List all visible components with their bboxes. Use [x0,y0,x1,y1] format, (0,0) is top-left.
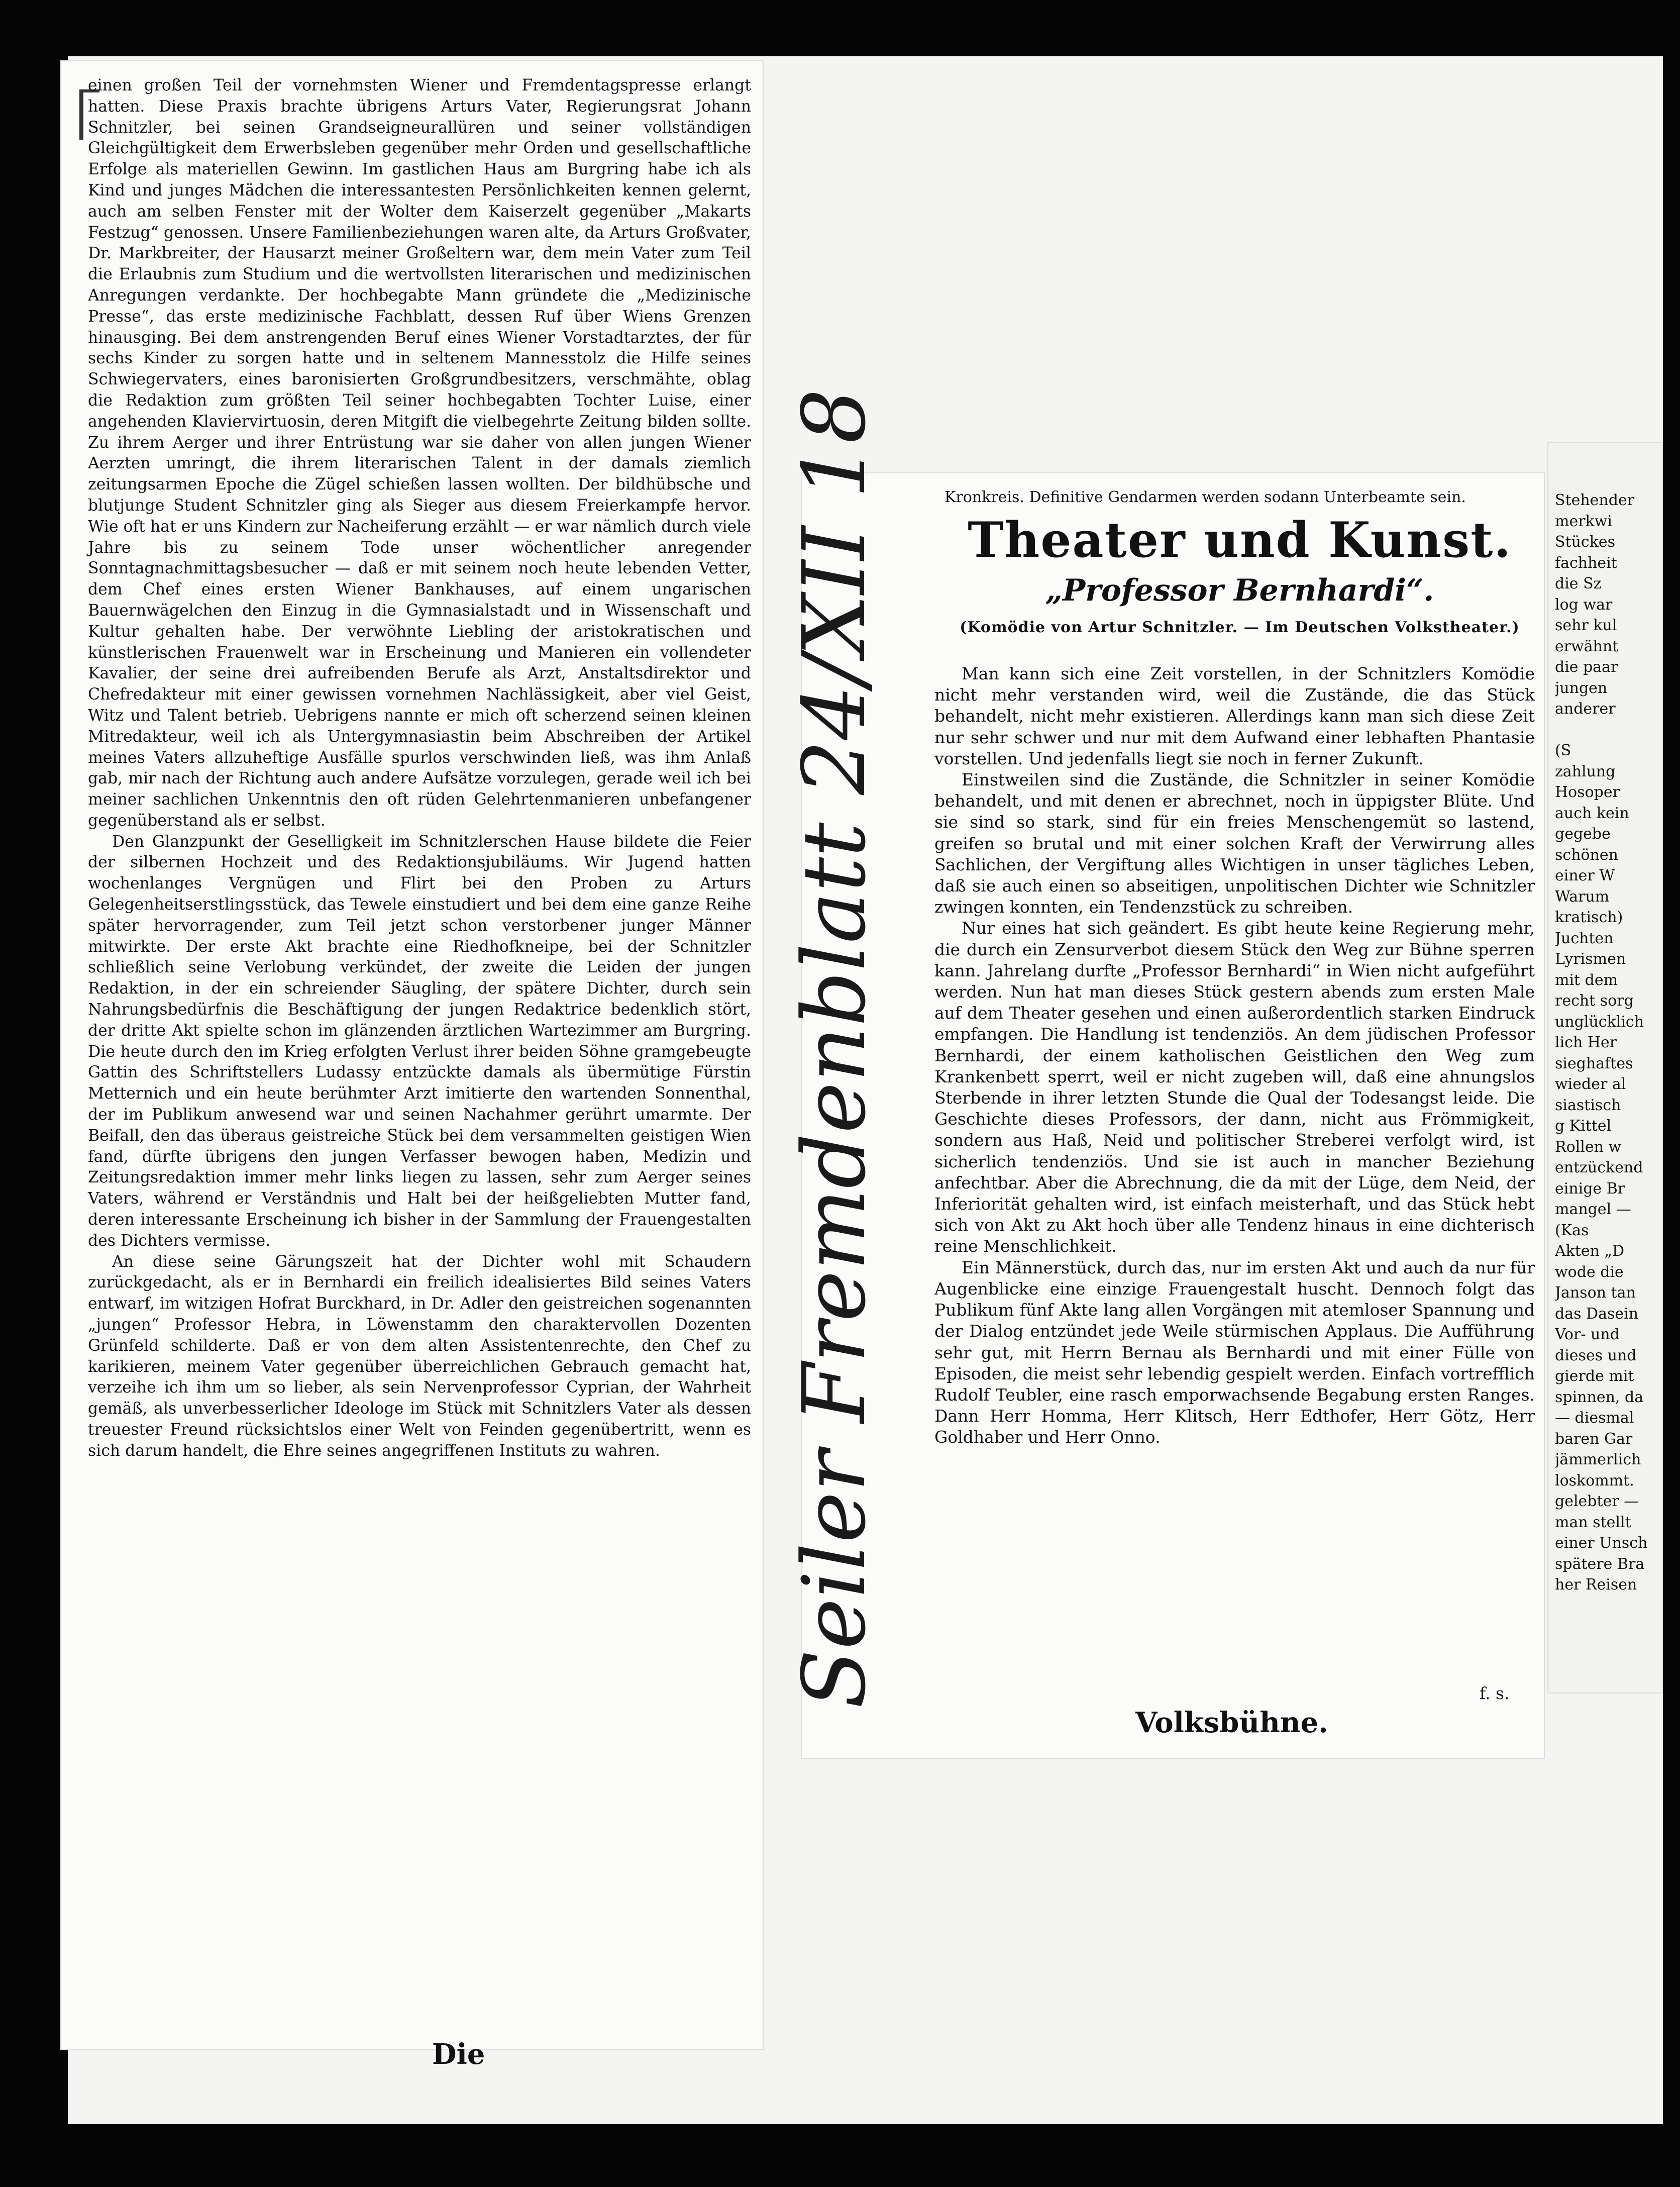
edge-fragment-line: recht sorg [1555,992,1634,1010]
edge-fragment-line: gegebe [1555,825,1611,843]
edge-fragment-line: das Dasein [1555,1305,1639,1323]
edge-fragment-line: spinnen, da [1555,1388,1644,1406]
edge-fragment-line: loskommt. [1555,1471,1634,1489]
right-article-body [934,663,1535,1448]
next-section-heading: Volksbühne. [1135,1706,1328,1739]
edge-fragment-line: man stellt [1555,1513,1631,1531]
edge-fragment-line: Stehender [1555,491,1635,509]
edge-fragment-line: entzückend [1555,1159,1643,1176]
edge-fragment-line: — diesmal [1555,1409,1634,1427]
edge-fragment-line: Janson tan [1555,1284,1636,1302]
edge-fragment-line: log war [1555,595,1613,614]
edge-fragment-line: siastisch [1555,1096,1621,1114]
edge-fragment-line: Juchten [1555,929,1614,947]
edge-fragment-line: spätere Bra [1555,1555,1645,1573]
right-paragraph: Nur eines hat sich geändert. Es gibt heute keine Regierung mehr, die durch ein Zensurverbot diesem Stück den Weg zur Bühne sperren kann. Jahrelang durfte „Professor Bernhardi“ in Wien nicht aufgeführt werden. Nun hat man dieses Stück gestern abends zum ersten Male auf dem Theater gesehen und einen außerordentlich starken Eindruck empfangen. Die Handlung ist tendenziös. An dem jüdischen Professor Bernhardi, der einem katholischen Geistlichen den Weg zum Krankenbett sperrt, weil er nicht zugeben will, daß eine ahnungslos Sterbende in ihrer letzten Stunde die Qual der Todesangst leide. Die Geschichte dieses Professors, der dann, nicht aus Frömmigkeit, sondern aus Haß, Neid und politischer Streberei verfolgt wird, ist sicherlich tendenziös. Und sie ist auch in mancher Beziehung anfechtbar. Aber die Abrechnung, die da mit der Lüge, dem Neid, der Inferiorität gehalten wird, ist einfach meisterhaft, und das Stück hebt sich von Akt zu Akt hoch über alle Tendenz hinaus in eine dichterisch reine Menschlichkeit. [934,918,1535,1256]
article-signature: f. s. [1480,1683,1510,1703]
edge-fragment-line: Stückes [1555,533,1616,551]
left-article-body [88,75,751,1462]
left-paragraph: einen großen Teil der vornehmsten Wiener und Fremdentagspresse erlangt hatten. Diese Praxis brachte übrigens Arturs Vater, Regierungsrat Johann Schnitzler, bei seinen Grandseigneurallüren und seiner vollständigen Gleichgültigkeit dem Erwerbsleben gegenüber mehr Orden und gesellschaftliche Erfolge als materiellen Gewinn. Im gastlichen Haus am Burgring habe ich als Kind und junges Mädchen die interessantesten Persönlichkeiten kennen gelernt, auch am selben Fenster mit der Wolter dem Kaiserzelt gegenüber „Makarts Festzug“ genossen. Unsere Familienbeziehungen waren alte, da Arturs Großvater, Dr. Markbreiter, der Hausarzt meiner Großeltern war, dem mein Vater zum Teil die Erlaubnis zum Studium und die wertvollsten literarischen und medizinischen Anregungen verdankte. Der hochbegabte Mann gründete die „Medizinische Presse“, das erste medizinische Fachblatt, dessen Ruf über Wiens Grenzen hinausging. Bei dem anstrengenden Beruf eines Wiener Vorstadtarztes, der für sechs Kinder zu sorgen hatte und in seltenem Mannesstolz die Hilfe seines Schwiegervaters, eines baronisierten Großgrundbesitzers, verschmähte, oblag die Redaktion zum größten Teil seiner hochbegabten Tochter Luise, einer angehenden Klaviervirtuosin, deren Mitgift die vielbegehrte Zeitung bilden sollte. Zu ihrem Aerger und ihrer Entrüstung war sie daher von allen jungen Wiener Aerzten umringt, die ihrem literarischen Talent in der damals ziemlich zeitungsarmen Epoche die Zügel schießen lassen wollten. Der bildhübsche und blutjunge Student Schnitzler ging als Sieger aus diesem Freierkampfe hervor. Wie oft hat er uns Kindern zur Nacheiferung erzählt — er war nämlich durch viele Jahre bis zu seinem Tode unser wöchentlicher anregender Sonntagnachmittagsbesucher — daß er mit seinem noch heute lebenden Vetter, dem Chef eines ersten Wiener Bankhauses, auf einem ungarischen Bauernwägelchen den Einzug in die Gymnasialstadt und in Wissenschaft und Kultur gehalten habe. Der verwöhnte Liebling der aristokratischen und künstlerischen Frauenwelt war in Erscheinung und Manieren ein vollendeter Kavalier, der seine drei aufreibenden Berufe als Arzt, Anstaltsdirektor und Chefredakteur mit einer gewissen vornehmen Nachlässigkeit, aber viel Geist, Witz und Talent betrieb. Uebrigens nannte er mich oft scherzend seinen kleinen Mitredakteur, weil ich als Untergymnasiastin beim Abschreiben der Artikel meines Vaters allzuheftige Ausfälle spurlos verschwinden ließ, was ihm Anlaß gab, mir nach der Richtung auch andere Aufsätze vorzulegen, gerade weil ich bei meiner sachlichen Unkenntnis den oft rüden Gelehrtenmanieren unbefangener gegenüberstand als er selbst. [88,76,751,830]
edge-fragment-line: sehr kul [1555,617,1617,634]
article-title: „Professor Bernhardi“. [1045,573,1434,608]
edge-fragment-line: jämmerlich [1555,1451,1641,1468]
article-byline: (Komödie von Artur Schnitzler. — Im Deutschen Volkstheater.) [960,619,1520,636]
edge-column-fragments [1555,490,1660,1596]
edge-fragment-line: jungen [1555,679,1608,697]
edge-fragment-line: lich Her [1555,1034,1617,1051]
section-title: Theater und Kunst. [968,512,1512,568]
edge-fragment-line: dieses und [1555,1346,1637,1364]
edge-fragment-line: anderer [1555,700,1616,718]
edge-fragment-line: wieder al [1555,1075,1626,1093]
edge-fragment-line: kratisch) [1555,909,1623,926]
edge-fragment-line: einer Unsch [1555,1534,1648,1552]
right-top-line: Kronkreis. Definitive Gendarmen werden sodann Unterbeamte sein. [944,488,1466,506]
edge-fragment-line: sieghaftes [1555,1054,1633,1072]
right-paragraph: Ein Männerstück, durch das, nur im ersten Akt und auch da nur für Augenblicke eine einzige Frauengestalt huscht. Dennoch folgt das Publikum fünf Akte lang allen Vorgängen mit atemloser Spannung und der Dialog entzündet jede Weile stürmischen Applaus. Die Aufführung sehr gut, mit Herrn Bernau als Bernhardi und mit einer Fülle von Episoden, die meist sehr lebendig gespielt werden. Einfach vortrefflich Rudolf Teubler, eine rasch emporwachsende Begabung ersten Ranges. Dann Herr Homma, Herr Klitsch, Herr Edthofer, Herr Götz, Herr Goldhaber und Herr Onno. [934,1257,1535,1447]
edge-fragment-line: Warum [1555,887,1610,906]
edge-fragment-line [1555,720,1660,741]
handwritten-note-text: Seiler Fremdenblatt 24/XII 18 [784,388,885,1709]
edge-fragment-line: g Kittel [1555,1117,1612,1135]
edge-fragment-line: die paar [1555,658,1618,676]
right-paragraph: Einstweilen sind die Zustände, die Schnitzler in seiner Komödie behandelt, und mit denen er abrechnet, noch in üppigster Blüte. Und sie sind so stark, sind für ein freies Menschengemüt so lastend, greifen so brutal und mit einer solchen Kraft der Verwirrung alles Sachlichen, der Vergiftung alles Wichtigen in unser tägliches Leben, daß sie auch einen so abseitigen, unpolitischen Dichter wie Schnitzler zwingen konnten, ein Tendenzstück zu schreiben. [934,770,1535,917]
edge-fragment-line: unglücklich [1555,1013,1644,1031]
left-paragraph: Den Glanzpunkt der Geselligkeit im Schnitzlerschen Hause bildete die Feier der silbernen Hochzeit und des Redaktionsjubiläums. Wir Jugend hatten wochenlanges Vergnügen und Flirt bei den Proben zu Arturs Gelegenheitserstlingsstück, das Tewele einstudiert und bei dem eine ganze Reihe später hervorragender, zum Teil jetzt schon verstorbener junger Männer mitwirkte. Der erste Akt brachte eine Riedhofkneipe, bei der Schnitzler schließlich seine Verlobung verkündet, der zweite die Leiden der jungen Redaktion, in der ein schreiender Säugling, der spätere Dichter, durch sein Nahrungsbedürfnis die Beschäftigung der jungen Redaktrice bedenklich stört, der dritte Akt spielte schon im glänzenden ärztlichen Wartezimmer am Burgring. Die heute durch den im Krieg erfolgten Verlust ihrer beiden Söhne gramgebeugte Gattin des Schriftstellers Ludassy entzückte damals als übermütige Fürstin Metternich und ein heute berühmter Arzt imitierte den wartenden Sonnenthal, der im Publikum anwesend war und seinen Nachahmer gerührt umarmte. Der Beifall, den das überaus geistreiche Stück bei dem versammelten geistigen Wien fand, dürfte übrigens den jungen Verfasser bewogen haben, Medizin und Zeitungsredaktion immer mehr links liegen zu lassen, sehr zum Aerger seines Vaters, während er Verständnis und Halt bei der heißgeliebten Mutter fand, deren interessante Erscheinung ich bisher in der Sammlung der Frauengestalten des Dichters vermisse. [88,832,751,1250]
edge-fragment-line: Rollen w [1555,1138,1622,1156]
edge-fragment-line: mangel — [1555,1201,1631,1218]
edge-fragment-line: einige Br [1555,1179,1625,1198]
edge-fragment-line: gelebter — [1555,1493,1639,1510]
edge-fragment-line: fachheit [1555,554,1617,572]
edge-fragment-line: mit dem [1555,971,1618,989]
handwritten-source-note [784,388,985,1729]
edge-fragment-line: Vor- und [1555,1326,1620,1343]
edge-fragment-line: wode die [1555,1263,1624,1281]
corner-bracket-mark [79,89,83,140]
left-footer-fragment: Die [432,2038,485,2071]
right-paragraph: Man kann sich eine Zeit vorstellen, in der Schnitzlers Komödie nicht mehr verstanden wird, weil die Zustände, die das Stück behandelt, nicht mehr existieren. Allerdings kann man sich diese Zeit nur sehr schwer und nur mit dem Aufwand einer lebhaften Phantasie vorstellen. Und jedenfalls liegt sie noch in ferner Zukunft. [934,664,1535,768]
edge-fragment-line: gierde mit [1555,1367,1634,1385]
edge-fragment-line: Lyrismen [1555,950,1626,968]
edge-fragment-line: erwähnt [1555,637,1619,655]
edge-fragment-line: merkwi [1555,512,1612,530]
edge-fragment-line: baren Gar [1555,1430,1633,1448]
edge-fragment-line: schönen [1555,846,1618,864]
edge-fragment-line: Hosoper [1555,783,1620,801]
edge-fragment-line: zahlung [1555,762,1616,780]
edge-fragment-line: einer W [1555,867,1615,884]
edge-fragment-line: auch kein [1555,804,1629,822]
edge-fragment-line: (S [1555,742,1571,759]
edge-fragment-line: die Sz [1555,575,1602,592]
edge-fragment-line: (Kas [1555,1221,1589,1239]
edge-fragment-line: her Reisen [1555,1576,1637,1594]
left-paragraph: An diese seine Gärungszeit hat der Dichter wohl mit Schaudern zurückgedacht, als er in Bernhardi ein freilich idealisiertes Bild seines Vaters entwarf, im witzigen Hofrat Burckhard, in Dr. Adler den geistreichen sogenannten „jungen“ Professor Hebra, in Löwenstamm den charaktervollen Dozenten Grünfeld schilderte. Daß er von dem alten Assistentenrechte, den Chef zu karikieren, meinem Vater gegenüber überreichlichen Gebrauch gemacht hat, verzeihe ich ihm um so lieber, als sein Nervenprofessor Cyprian, der Wahrheit gemäß, als unverbesserlicher Ideologe im Stück mit Schnitzlers Vater als dessen treuester Freund rücksichtslos einer Welt von Feinden gegenübertritt, wenn es sich darum handelt, die Ehre seines angegriffenen Instituts zu wahren. [88,1252,751,1460]
edge-fragment-line: Akten „D [1555,1242,1625,1260]
